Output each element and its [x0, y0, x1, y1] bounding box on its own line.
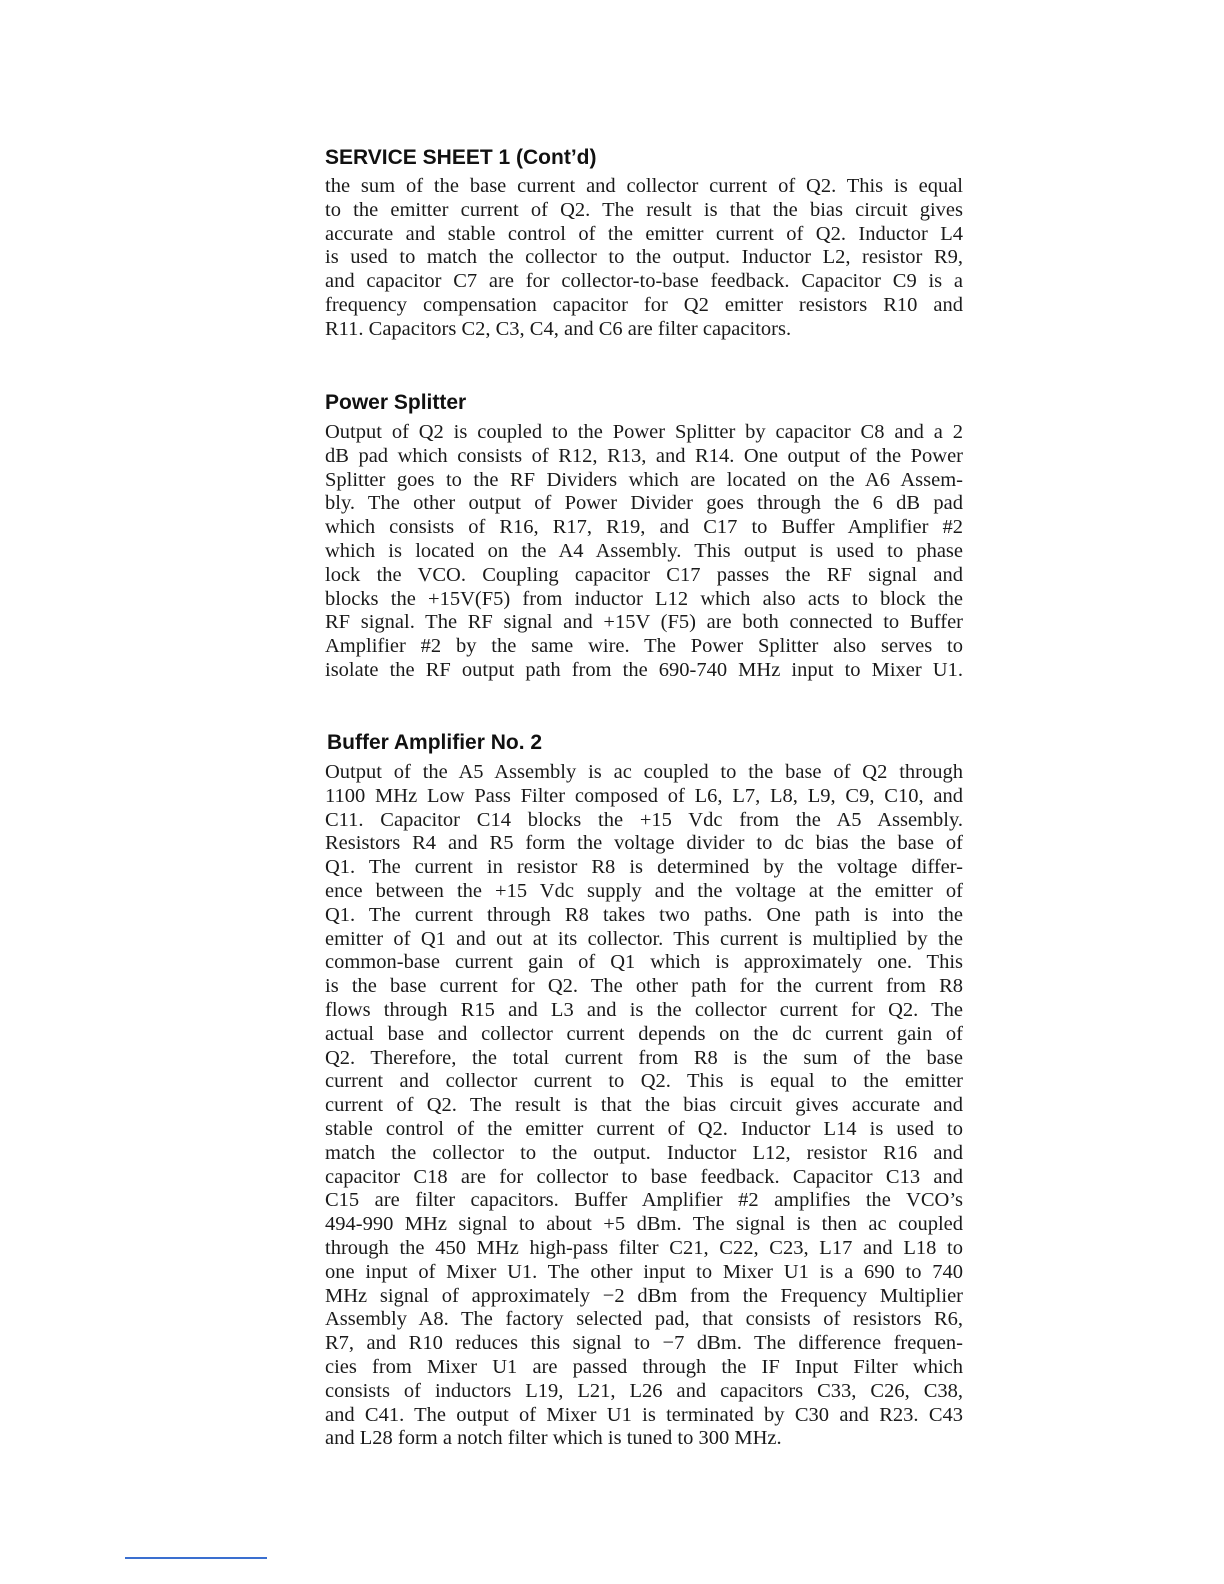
text-line: Q2. Therefore, the total current from R8 is the sum of the base: [325, 1046, 963, 1069]
text-line: the sum of the base current and collector current of Q2. This is equal: [325, 175, 963, 197]
text-line: Q1. The current through R8 takes two paths. One path is into the: [325, 903, 963, 926]
text-line: flows through R15 and L3 and is the collector current for Q2. The: [325, 998, 963, 1021]
text-line: is used to match the collector to the output. Inductor L2, resistor R9,: [325, 246, 963, 269]
text-line: R7, and R10 reduces this signal to −7 dBm. The difference frequen-: [325, 1332, 963, 1355]
text-line: one input of Mixer U1. The other input to Mixer U1 is a 690 to 740: [325, 1260, 963, 1283]
text-line: MHz signal of approximately −2 dBm from the Frequency Multiplier: [325, 1284, 963, 1307]
text-line: which consists of R16, R17, R19, and C17 to Buffer Amplifier #2: [325, 516, 963, 539]
text-line: current of Q2. The result is that the bias circuit gives accurate and: [325, 1094, 963, 1117]
bottom-divider: [125, 1557, 267, 1559]
section-body-buffer-amplifier: [325, 761, 963, 1451]
text-line: and capacitor C7 are for collector-to-base feedback. Capacitor C9 is a: [325, 270, 963, 293]
text-line: 1100 MHz Low Pass Filter composed of L6, L7, L8, L9, C9, C10, and: [325, 784, 963, 807]
text-line: isolate the RF output path from the 690-740 MHz input to Mixer U1.: [325, 658, 963, 681]
text-line: dB pad which consists of R12, R13, and R14. One output of the Power: [325, 444, 963, 467]
text-line: Resistors R4 and R5 form the voltage divider to dc bias the base of: [325, 832, 963, 855]
text-line: R11. Capacitors C2, C3, C4, and C6 are filter capacitors.: [325, 317, 792, 340]
section-body-service-sheet: [325, 175, 963, 342]
text-line: actual base and collector current depends on the dc current gain of: [325, 1022, 963, 1045]
text-line: ence between the +15 Vdc supply and the voltage at the emitter of: [325, 879, 963, 902]
text-line: accurate and stable control of the emitter current of Q2. Inductor L4: [325, 222, 963, 245]
text-line: Output of the A5 Assembly is ac coupled to the base of Q2 through: [325, 761, 963, 783]
text-line: through the 450 MHz high-pass filter C21, C22, C23, L17 and L18 to: [325, 1236, 963, 1259]
text-line: Amplifier #2 by the same wire. The Power Splitter also serves to: [325, 635, 963, 658]
text-line: C11. Capacitor C14 blocks the +15 Vdc from the A5 Assembly.: [325, 808, 963, 831]
text-line: Q1. The current in resistor R8 is determined by the voltage differ-: [325, 856, 963, 879]
text-line: 494-990 MHz signal to about +5 dBm. The signal is then ac coupled: [325, 1213, 963, 1236]
section-heading-buffer-amplifier: Buffer Amplifier No. 2: [327, 731, 543, 754]
text-line: match the collector to the output. Inductor L12, resistor R16 and: [325, 1141, 963, 1164]
text-line: cies from Mixer U1 are passed through the IF Input Filter which: [325, 1355, 963, 1378]
section-heading-power-splitter: Power Splitter: [325, 391, 467, 414]
text-line: stable control of the emitter current of Q2. Inductor L14 is used to: [325, 1117, 963, 1140]
text-line: bly. The other output of Power Divider goes through the 6 dB pad: [325, 492, 963, 515]
text-line: current and collector current to Q2. This is equal to the emitter: [325, 1070, 963, 1093]
text-line: RF signal. The RF signal and +15V (F5) are both connected to Buffer: [325, 611, 963, 634]
section-body-power-splitter: [325, 421, 963, 683]
text-line: blocks the +15V(F5) from inductor L12 which also acts to block the: [325, 587, 963, 610]
text-line: common-base current gain of Q1 which is approximately one. This: [325, 951, 963, 974]
text-line: consists of inductors L19, L21, L26 and capacitors C33, C26, C38,: [325, 1379, 963, 1402]
text-line: lock the VCO. Coupling capacitor C17 passes the RF signal and: [325, 563, 963, 586]
text-line: capacitor C18 are for collector to base feedback. Capacitor C13 and: [325, 1165, 963, 1188]
text-line: is the base current for Q2. The other path for the current from R8: [325, 975, 963, 998]
text-line: and L28 form a notch filter which is tuned to 300 MHz.: [325, 1427, 782, 1450]
text-line: which is located on the A4 Assembly. This output is used to phase: [325, 539, 963, 562]
text-line: Assembly A8. The factory selected pad, that consists of resistors R6,: [325, 1308, 963, 1331]
text-line: emitter of Q1 and out at its collector. This current is multiplied by the: [325, 927, 963, 950]
section-heading-service-sheet: SERVICE SHEET 1 (Cont’d): [325, 146, 597, 169]
text-line: to the emitter current of Q2. The result is that the bias circuit gives: [325, 198, 963, 221]
text-line: C15 are filter capacitors. Buffer Amplifier #2 amplifies the VCO’s: [325, 1189, 963, 1212]
text-line: frequency compensation capacitor for Q2 emitter resistors R10 and: [325, 293, 963, 316]
text-line: Splitter goes to the RF Dividers which are located on the A6 Assem-: [325, 468, 963, 491]
text-line: and C41. The output of Mixer U1 is terminated by C30 and R23. C43: [325, 1403, 963, 1426]
text-line: Output of Q2 is coupled to the Power Splitter by capacitor C8 and a 2: [325, 421, 963, 443]
